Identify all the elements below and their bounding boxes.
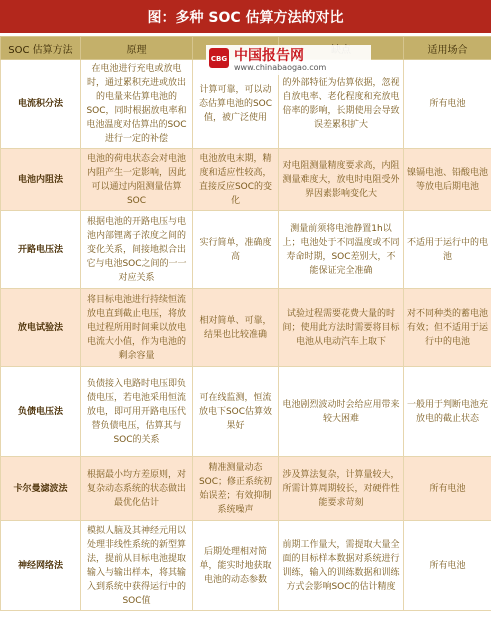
table-row [1, 149, 491, 211]
principle-cell: 根据最小均方差原则，对复杂动态系统的状态做出最优化估计 [81, 457, 193, 521]
principle-cell: 在电池进行充电或放电时，通过累积充进或放出的电量来估算电池的SOC，同时根据放电率和电池温度对估算出的SOC进行一定的补偿 [81, 60, 193, 149]
scope-cell: 对不同种类的蓄电池有效；但不适用于运行中的电池 [404, 289, 491, 367]
disadvantage-cell: 测量前须将电池静置1h以上；电池处于不同温度或不同寿命时期，SOC差别大，不能保证完全准确 [279, 211, 404, 289]
scope-cell: 镍镉电池、铅酸电池等放电后期电池 [404, 149, 491, 211]
principle-cell: 负债接入电路时电压即负债电压，若电池采用恒流放电，即可用开路电压代替负债电压，估算其与SOC的关系 [81, 367, 193, 457]
advantage-cell: 相对简单、可靠，结果也比较准确 [193, 289, 279, 367]
header-principle: 原理 [81, 37, 193, 60]
method-name: 电池内阻法 [1, 149, 81, 211]
disadvantage-cell: 对电阻测量精度要求高，内阻测量难度大，放电时电阻受外界因素影响变化大 [279, 149, 404, 211]
soc-comparison-table [0, 36, 491, 611]
principle-cell: 将目标电池进行持续恒流放电直到截止电压，将放电过程所用时间乘以放电电流大小值，作为电池的剩余容量 [81, 289, 193, 367]
watermark-url: www.chinabaogao.com [234, 63, 327, 72]
method-name: 放电试验法 [1, 289, 81, 367]
principle-cell: 电池的荷电状态会对电池内阻产生一定影响，因此可以通过内阻测量估算SOC [81, 149, 193, 211]
method-name: 神经网络法 [1, 521, 81, 611]
disadvantage-cell: 涉及算法复杂，计算量较大，所需计算周期较长，对硬件性能要求苛刻 [279, 457, 404, 521]
disadvantage-cell: 前期工作量大，需提取大量全面的目标样本数据对系统进行训练，输入的训练数据和训练方式会影响SOC的估计精度 [279, 521, 404, 611]
advantage-cell: 电池放电末期，精度和适应性较高，直接反应SOC的变化 [193, 149, 279, 211]
watermark-name: 中国报告网 [234, 48, 304, 64]
scope-cell: 所有电池 [404, 457, 491, 521]
table-row [1, 211, 491, 289]
watermark-logo [206, 45, 371, 75]
header-scope: 适用场合 [404, 37, 491, 60]
principle-cell: 根据电池的开路电压与电池内部锂离子浓度之间的变化关系，间接地拟合出它与电池SOC之间的一一对应关系 [81, 211, 193, 289]
advantage-cell: 计算可靠，可以动态估算电池的SOC值，被广泛使用 [193, 60, 279, 149]
method-name: 负债电压法 [1, 367, 81, 457]
cbg-logo-icon [208, 47, 230, 69]
disadvantage-cell: 的外部特征为估算依据，忽视自放电率、老化程度和充放电倍率的影响，长期使用会导致误差累积扩大 [279, 60, 404, 149]
header-method: SOC 估算方法 [1, 37, 81, 60]
table-row [1, 521, 491, 611]
page-title: 图：多种 SOC 估算方法的对比 [0, 0, 491, 33]
scope-cell: 所有电池 [404, 521, 491, 611]
svg-text:CBG: CBG [210, 55, 228, 63]
disadvantage-cell: 电池剧烈波动时会给应用带来较大困难 [279, 367, 404, 457]
scope-cell: 所有电池 [404, 60, 491, 149]
advantage-cell: 精准测量动态SOC；修正系统初始误差；有效抑制系统噪声 [193, 457, 279, 521]
disadvantage-cell: 试验过程需要花费大量的时间；使用此方法时需要将目标电池从电动汽车上取下 [279, 289, 404, 367]
advantage-cell: 后期处理相对简单，能实时地获取电池的动态参数 [193, 521, 279, 611]
advantage-cell: 实行简单，准确度高 [193, 211, 279, 289]
method-name: 开路电压法 [1, 211, 81, 289]
advantage-cell: 可在线监测，恒流放电下SOC估算效果好 [193, 367, 279, 457]
method-name: 卡尔曼滤波法 [1, 457, 81, 521]
scope-cell: 不适用于运行中的电池 [404, 211, 491, 289]
table-row [1, 367, 491, 457]
table-row [1, 457, 491, 521]
table-row [1, 289, 491, 367]
principle-cell: 模拟人脑及其神经元用以处理非线性系统的新型算法，提前从目标电池提取输入与输出样本，将其输入到系统中获得运行中的SOC值 [81, 521, 193, 611]
method-name: 电流积分法 [1, 60, 81, 149]
scope-cell: 一般用于判断电池充放电的截止状态 [404, 367, 491, 457]
